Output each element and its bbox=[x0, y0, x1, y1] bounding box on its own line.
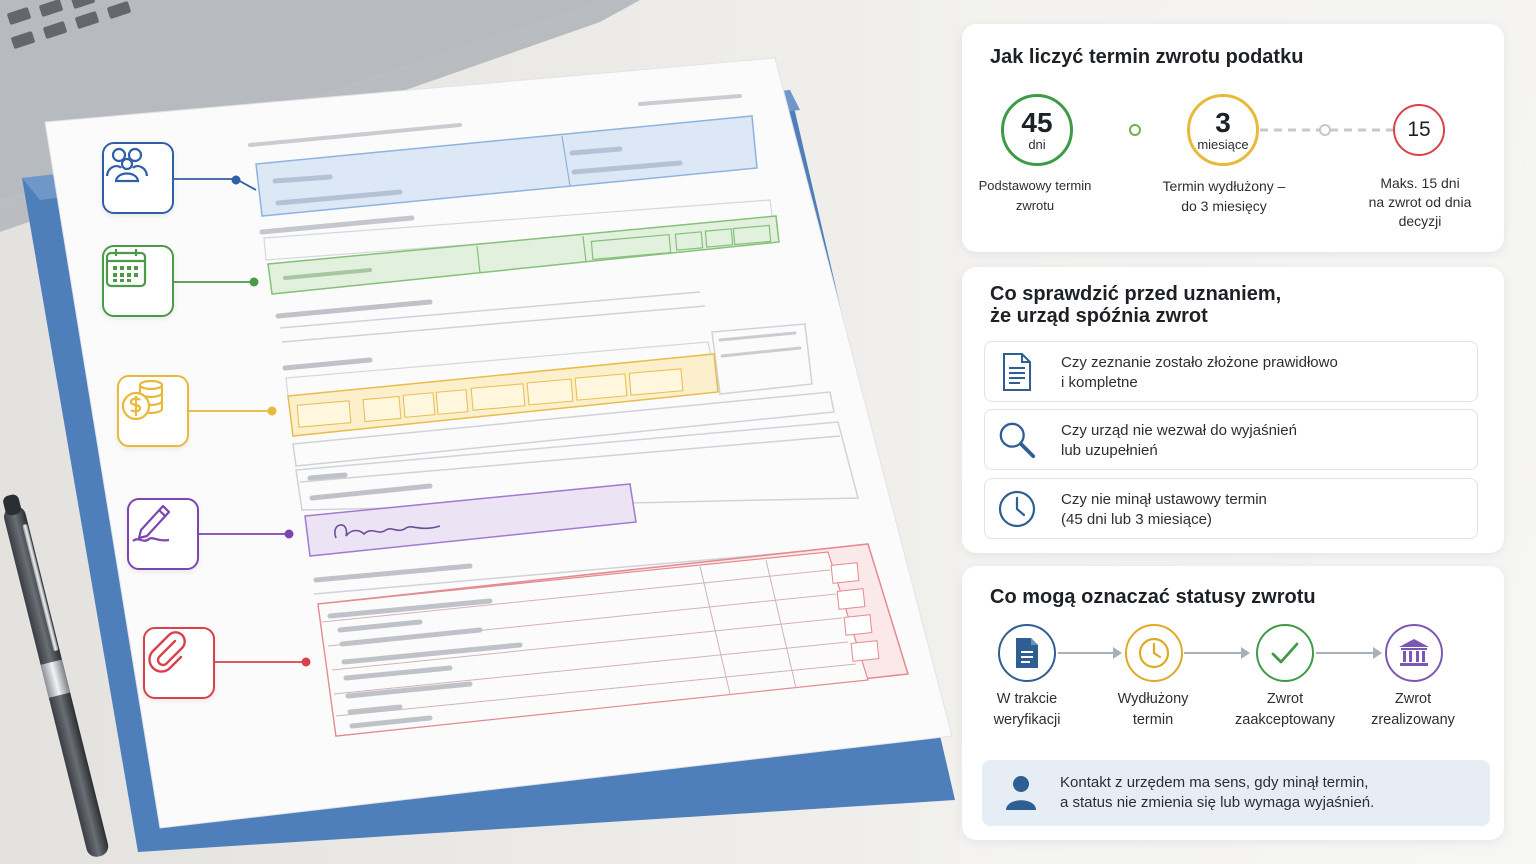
basic-term-unit: dni bbox=[1028, 136, 1046, 152]
check-item-declaration-line1: Czy zeznanie zostało złożone prawidłowo bbox=[1061, 354, 1338, 371]
clock-icon bbox=[1137, 636, 1171, 670]
basic-term-label-line2: zwrotu bbox=[1015, 198, 1055, 213]
refund-days-circle bbox=[1393, 104, 1445, 156]
status-verification-label bbox=[967, 689, 1087, 731]
status-completed-line1: Zwrot bbox=[1394, 691, 1432, 707]
check-item-deadline bbox=[984, 478, 1478, 539]
contact-note-line1: Kontakt z urzędem ma sens, gdy minął termin, bbox=[1060, 774, 1369, 791]
document-icon bbox=[1013, 637, 1041, 669]
check-item-summons-line1: Czy urząd nie wezwał do wyjaśnień bbox=[1061, 422, 1297, 439]
clock-icon bbox=[997, 489, 1037, 529]
status-card-title: Co mogą oznaczać statusy zwrotu bbox=[990, 586, 1316, 608]
check-item-declaration bbox=[984, 341, 1478, 402]
status-accepted bbox=[1256, 624, 1314, 682]
basic-term-number: 45 bbox=[1021, 106, 1053, 138]
extended-term-circle bbox=[1187, 94, 1259, 166]
people-section-icon bbox=[102, 142, 174, 214]
checklist-card bbox=[962, 267, 1504, 553]
status-arrow-2 bbox=[1184, 652, 1244, 654]
status-verification-line1: W trakcie bbox=[996, 691, 1058, 707]
basic-term-label-line1: Podstawowy termin bbox=[978, 178, 1092, 193]
checkmark-icon bbox=[1269, 639, 1301, 667]
check-item-summons-line2: lub uzupełnień bbox=[1061, 442, 1158, 459]
refund-days-label-line3: decyzji bbox=[1398, 213, 1442, 229]
status-verification-line2: weryfikacji bbox=[993, 712, 1061, 728]
coins-icon bbox=[119, 377, 167, 423]
deadline-card-title: Jak liczyć termin zwrotu podatku bbox=[990, 46, 1304, 68]
document-icon bbox=[1000, 352, 1034, 392]
check-item-deadline-line2: (45 dni lub 3 miesiące) bbox=[1061, 511, 1212, 528]
extended-term-unit: miesiące bbox=[1197, 136, 1249, 152]
status-arrow-3 bbox=[1316, 652, 1376, 654]
status-extended-label bbox=[1093, 689, 1213, 731]
status-accepted-line2: zaakceptowany bbox=[1235, 712, 1335, 728]
people-icon bbox=[104, 144, 150, 184]
refund-days-number: 15 bbox=[1407, 118, 1431, 141]
status-completed bbox=[1385, 624, 1443, 682]
pen-signature-icon bbox=[129, 500, 175, 544]
calendar-section-icon bbox=[102, 245, 174, 317]
check-item-summons bbox=[984, 409, 1478, 470]
paperclip-icon bbox=[145, 629, 189, 673]
bank-icon bbox=[1398, 638, 1430, 668]
status-accepted-label bbox=[1225, 689, 1345, 731]
extended-term-label-line1: Termin wydłużony – bbox=[1162, 178, 1286, 194]
check-item-declaration-line2: i kompletne bbox=[1061, 374, 1138, 391]
status-completed-line2: zrealizowany bbox=[1371, 712, 1455, 728]
basic-term-label bbox=[960, 176, 1110, 216]
status-completed-label bbox=[1353, 689, 1473, 731]
check-item-deadline-line1: Czy nie minął ustawowy termin bbox=[1061, 491, 1267, 508]
checklist-title-line1: Co sprawdzić przed uznaniem, bbox=[990, 283, 1282, 305]
status-extended-line1: Wydłużony bbox=[1117, 691, 1189, 707]
refund-days-label bbox=[1345, 174, 1495, 231]
coins-section-icon bbox=[117, 375, 189, 447]
checklist-card-title bbox=[990, 283, 1281, 327]
status-arrow-1 bbox=[1058, 652, 1116, 654]
refund-days-label-line2: na zwrot od dnia bbox=[1368, 194, 1472, 210]
deadline-card bbox=[962, 24, 1504, 252]
status-extended-line2: termin bbox=[1132, 712, 1174, 728]
status-extended bbox=[1125, 624, 1183, 682]
extended-term-label-line2: do 3 miesięcy bbox=[1181, 198, 1267, 214]
contact-note-line2: a status nie zmienia się lub wymaga wyjaśnień. bbox=[1060, 794, 1375, 811]
basic-term-circle bbox=[1001, 94, 1073, 166]
person-icon bbox=[1004, 775, 1038, 811]
refund-days-label-line1: Maks. 15 dni bbox=[1380, 175, 1460, 191]
extended-term-label bbox=[1149, 176, 1299, 216]
calendar-icon bbox=[104, 247, 148, 289]
contact-note bbox=[982, 760, 1490, 826]
magnifier-icon bbox=[997, 419, 1037, 461]
status-accepted-line1: Zwrot bbox=[1266, 691, 1304, 707]
signature-section-icon bbox=[127, 498, 199, 570]
status-verification bbox=[998, 624, 1056, 682]
attachment-section-icon bbox=[143, 627, 215, 699]
checklist-title-line2: że urząd spóźnia zwrot bbox=[990, 305, 1208, 327]
extended-term-number: 3 bbox=[1215, 106, 1231, 138]
